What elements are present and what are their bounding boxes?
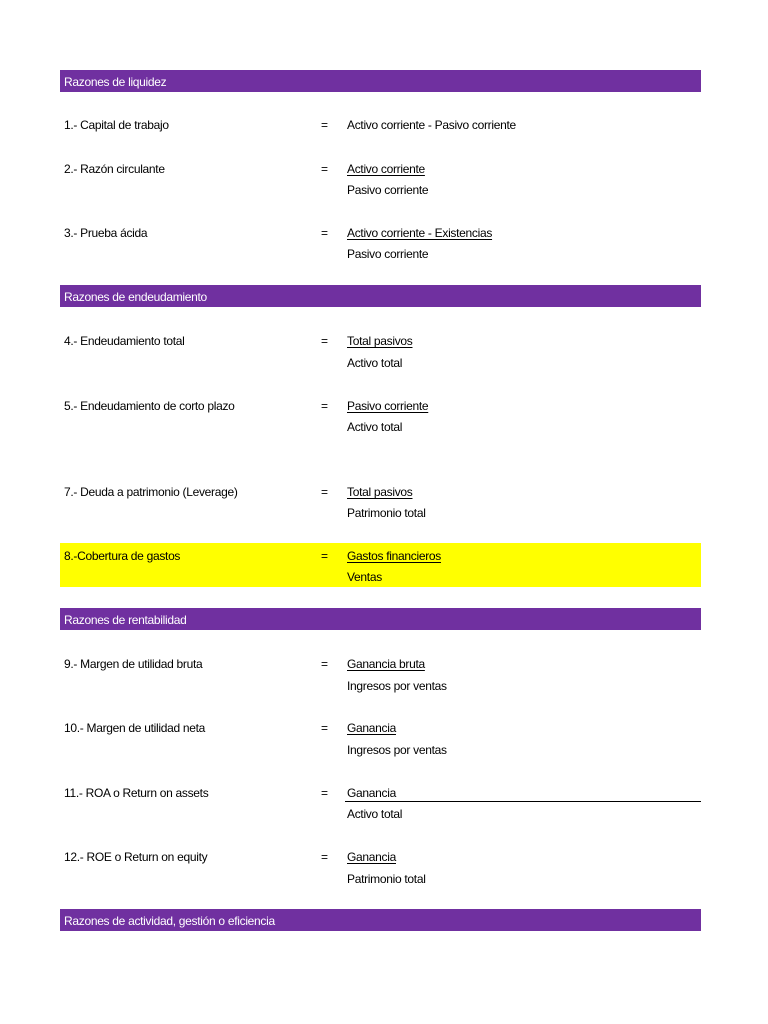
section-header-endeudamiento [60, 285, 701, 307]
equals-sign: = [321, 485, 328, 499]
ratio-numerator: Total pasivos [347, 485, 413, 499]
ratio-numerator: Ganancia [347, 721, 396, 735]
ratio-denominator: Activo total [347, 807, 403, 821]
ratio-label: 2.- Razón circulante [64, 162, 165, 176]
ratio-label: 1.- Capital de trabajo [64, 118, 169, 132]
equals-sign: = [321, 721, 328, 735]
ratio-label: 3.- Prueba ácida [64, 226, 148, 240]
ratio-label: 4.- Endeudamiento total [64, 334, 185, 348]
equals-sign: = [321, 399, 328, 413]
ratio-denominator: Ventas [347, 570, 382, 584]
section-header-liquidez [60, 70, 701, 92]
ratio-denominator: Patrimonio total [347, 506, 426, 520]
ratio-numerator: Ganancia bruta [347, 657, 425, 671]
section-title: Razones de rentabilidad [64, 613, 187, 627]
ratio-label: 11.- ROA o Return on assets [64, 786, 209, 800]
equals-sign: = [321, 118, 328, 132]
equals-sign: = [321, 786, 328, 800]
section-header-rentabilidad [60, 608, 701, 630]
ratio-numerator: Total pasivos [347, 334, 413, 348]
section-header-actividad [60, 909, 701, 931]
ratio-denominator: Pasivo corriente [347, 183, 429, 197]
ratio-denominator: Ingresos por ventas [347, 743, 447, 757]
ratio-numerator: Activo corriente [347, 162, 425, 176]
ratio-denominator: Activo total [347, 356, 403, 370]
equals-sign: = [321, 657, 328, 671]
ratio-denominator: Ingresos por ventas [347, 679, 447, 693]
equals-sign: = [321, 549, 328, 563]
equals-sign: = [321, 334, 328, 348]
ratio-numerator: Activo corriente - Existencias [347, 226, 493, 240]
ratio-label: 10.- Margen de utilidad neta [64, 721, 206, 735]
fraction-rule [345, 801, 701, 802]
ratio-label: 8.-Cobertura de gastos [64, 549, 181, 563]
ratio-label: 12.- ROE o Return on equity [64, 850, 208, 864]
equals-sign: = [321, 162, 328, 176]
ratio-numerator: Ganancia [347, 850, 396, 864]
ratio-numerator: Pasivo corriente [347, 399, 429, 413]
section-title: Razones de liquidez [64, 75, 167, 89]
ratio-denominator: Patrimonio total [347, 872, 426, 886]
equals-sign: = [321, 226, 328, 240]
ratio-numerator: Ganancia [347, 786, 396, 800]
section-title: Razones de actividad, gestión o eficiencia [64, 914, 275, 928]
equals-sign: = [321, 850, 328, 864]
ratio-label: 5.- Endeudamiento de corto plazo [64, 399, 235, 413]
section-title: Razones de endeudamiento [64, 290, 207, 304]
ratio-denominator: Pasivo corriente [347, 247, 429, 261]
ratio-formula: Activo corriente - Pasivo corriente [347, 118, 516, 132]
ratio-label: 9.- Margen de utilidad bruta [64, 657, 203, 671]
ratio-numerator: Gastos financieros [347, 549, 441, 563]
ratio-denominator: Activo total [347, 420, 403, 434]
ratio-label: 7.- Deuda a patrimonio (Leverage) [64, 485, 238, 499]
